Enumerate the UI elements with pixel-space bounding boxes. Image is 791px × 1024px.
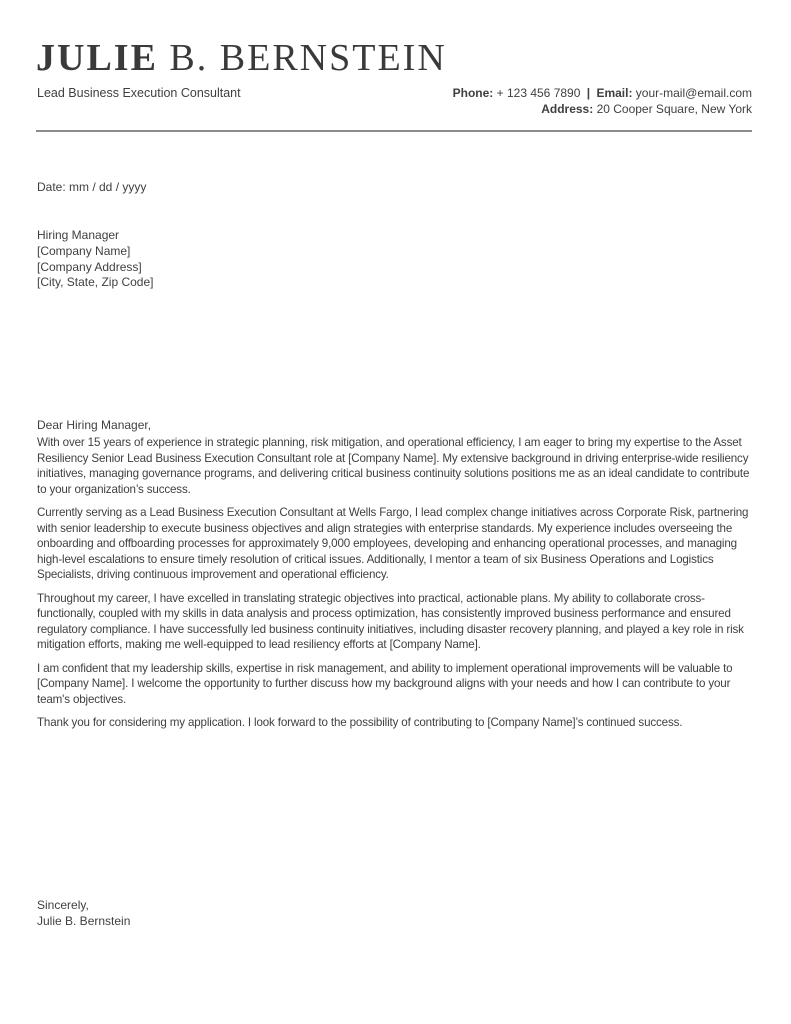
phone-value: + 123 456 7890 [496,86,581,100]
address-value: 20 Cooper Square, New York [596,101,752,116]
recipient-company: [Company Name] [37,243,131,258]
body-paragraph: With over 15 years of experience in strategic planning, risk mitigation, and operational efficiency, I am eager to bring my expertise to the Asset Resiliency Senior Lead Business Execution Consultant role at [Company Name]. My extensive background in driving enterprise-wide resiliency initiatives, managing governance programs, and delivering critical business continuity solutions positions me as an ideal candidate to contribute to your organization’s success. [37,436,750,496]
closing-block [37,897,130,929]
salutation: Dear Hiring Manager, [37,418,152,432]
letter-body [37,435,755,739]
email-value: your-mail@email.com [635,86,752,100]
body-paragraph: Currently serving as a Lead Business Execution Consultant at Wells Fargo, I lead complex change initiatives across Corporate Risk, partnering with senior leadership to execute business objectives and align strategies with enterprise standards. My experience includes overseeing the onboarding and offboarding processes for approximately 9,000 employees, developing and enhancing operational processes, and managing high-level escalations to ensure timely resolution of critical issues. Additionally, I mentor a team of six Business Operations and Logistics Specialists, driving continuous improvement and operational efficiency. [37,506,749,581]
body-paragraph: Thank you for considering my application. I look forward to the possibility of contributing to [Company Name]’s continued success. [37,716,683,729]
address-label: Address: [541,101,594,116]
recipient-name: Hiring Manager [37,228,120,242]
contact-line-2 [453,102,752,118]
header-divider [36,130,752,132]
closing-phrase: Sincerely, [37,898,89,912]
phone-label: Phone: [452,86,494,100]
applicant-name [36,36,447,80]
recipient-block [37,228,154,291]
recipient-address: [Company Address] [37,259,142,274]
recipient-city: [City, State, Zip Code] [37,275,154,290]
contact-line-1 [453,86,752,102]
email-label: Email: [596,86,633,100]
body-paragraph: Throughout my career, I have excelled in translating strategic objectives into practical, actionable plans. My ability to collaborate cross-functionally, coupled with my skills in data analysis and process optimization, has consistently improved business performance and ensured regulatory compliance. I have successfully led business continuity initiatives, including disaster recovery planning, and played a key role in risk mitigation efforts, making me well-equipped to lead resiliency efforts at [Company Name]. [37,591,744,651]
contact-separator: | [586,86,591,100]
body-paragraph: I am confident that my leadership skills, expertise in risk management, and ability to implement operational improvements will be valuable to [Company Name]. I welcome the opportunity to further discuss how my background aligns with your needs and how I can contribute to your team's objectives. [37,661,733,706]
job-title: Lead Business Execution Consultant [37,86,241,100]
applicant-last-name: B. BERNSTEIN [169,37,447,79]
applicant-first-name: JULIE [36,37,158,79]
signature-name: Julie B. Bernstein [37,914,131,928]
contact-info [453,86,752,117]
letter-date: Date: mm / dd / yyyy [37,180,147,194]
